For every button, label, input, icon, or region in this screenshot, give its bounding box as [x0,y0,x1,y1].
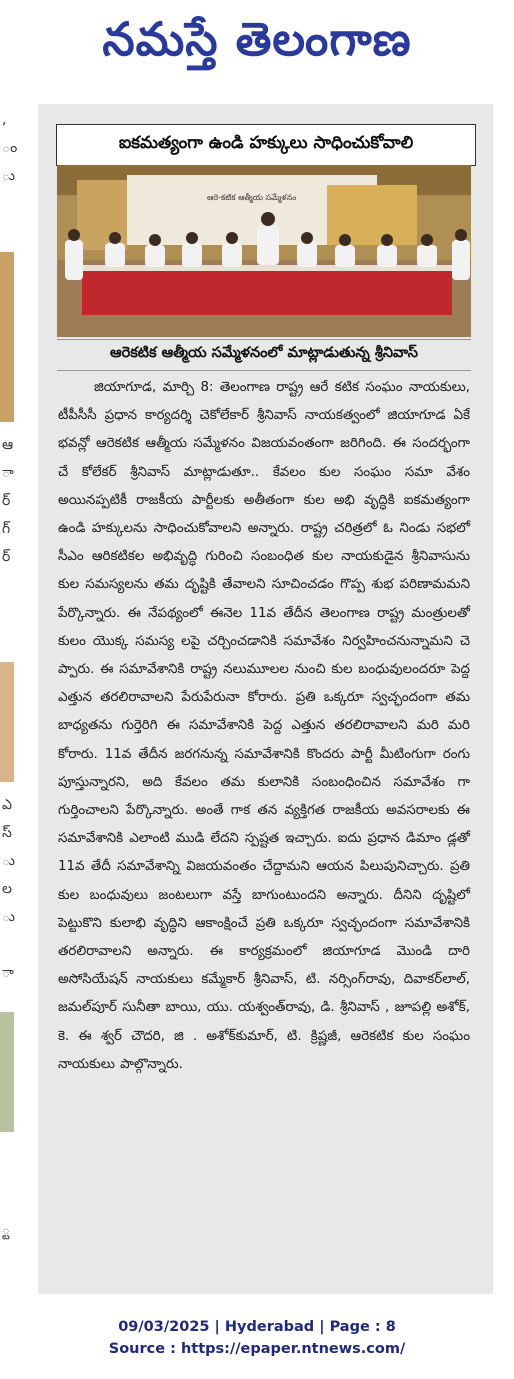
fragment-text: ు [2,168,15,184]
fragment-text: గ్ [2,521,11,537]
fragment-text: ర్ [2,493,11,509]
fragment-text: ల [2,881,12,897]
article-headline: ఐకమత్యంగా ఉండి హక్కులు సాధించుకోవాలి [118,133,414,153]
masthead-title: నమస్తే తెలంగాణ [102,12,412,66]
fragment-text: ా [2,965,14,981]
fragment-text: ఎ [2,797,12,813]
fragment-text: ా [2,465,14,481]
article-paragraph: జియాగూడ, మార్చి 8: తెలంగాణ రాష్ట్ర ఆరే కటిక సంఘం నాయకులు, టీపీసీసీ ప్రధాన కార్యదర్శి చెకోలేకార్ శ్రీనివాస్ నాయకత్వంలో జియాగూడ ఏకే భవన్లో ఆరెకటిక ఆత్మీయ సమ్మేళనం విజయవంతంగా జరిగింది. ఈ సందర్భంగా చే కోలేకర్ శ్రీనివాస్ మాట్లాడుతూ.. కేవలం కుల సంఘం సమా వేశం అయినప్పటికీ రాజకీయ పార్టీలకు అతీతంగా కుల అభి వృద్ధికి ఐకమత్యంగా ఉండి హక్కులను సాధించుకోవాలని అన్నారు. రాష్ట్ర చరిత్రలో ఓ నిండు సభలో సీఎం ఆరికటికల అభివృద్ధి గురించి సంబంధిత కుల నాయకుడైన శ్రీనివాసును కుల సమస్యలను తమ దృష్టికి తేవాలని సూచించడం గొప్ప శుభ పరిణామమని పేర్కొన్నారు. ఈ నేపథ్యంలో ఈనెల 11వ తేదీన తెలంగాణ రాష్ట్ర మంత్రులతో కులం యొక్క సమస్య లపై చర్చించడానికి సమావేశం నిర్వహించనున్నామని చె ప్పారు. ఈ సమావేశానికి రాష్ట్ర నలుమూలల నుంచి కుల బంధువులందరూ పెద్ద ఎత్తున తరలిరావాలని పేరుపేరునా కోరారు. ప్రతి ఒక్కరూ స్వచ్ఛందంగా తమ బాధ్యతను గుర్తెరిగి ఈ సమావేశానికి పెద్ద ఎత్తున తరలిరావాలని మరి మరి కోరారు. 11వ తేదీన జరగనున్న సమావేశానికి కొందరు పార్టీ మీటింగుగా రంగు పూస్తున్నారని, అది కేవలం తమ కులానికి సంబంధించిన సమావేశం గా గుర్తించాలని పేర్కొన్నారు. అంతే గాక తన వ్యక్తిగత రాజకీయ అవసరాలకు ఈ సమావేశానికి ఎలాంటి ముడి లేదని స్పష్టత ఇచ్చారు. ఐదు ప్రధాన డిమాం డ్లతో 11వ తేదీ సమావేశాన్ని విజయవంతం చేద్దామని ఆయన పిలుపునిచ్చారు. ప్రతి కుల బంధువులు జంటలుగా వస్తే బాగుంటుందని అన్నారు. దీనిని దృష్టిలో పెట్టుకొని కులాభి వృద్ధిని ఆకాంక్షించే ప్రతి ఒక్కరూ స్వచ్ఛందంగా సమావేశానికి తరలిరావాలని అన్నారు. ఈ కార్యక్రమంలో జియాగూడ మొండి దారి అసోసియేషన్ నాయకులు కమ్మేకార్ శ్రీనివాస్, టి. నర్సింగ్‌రావు, దివాకర్‌లాల్, జమల్‌పూర్ సునీతా బాయి, యు. యశ్వంత్‌రావు, డి. శ్రీనివాస్ , జూపల్లి అశోక్, కె. ఈ శ్వర్ చౌదరి, జి . అశోక్‌కుమార్, టి. క్రిష్ణజీ, ఆరెకటిక కుల సంఘం నాయకులు పాల్గొన్నారు. [58,380,470,1072]
page-footer [0,1316,514,1360]
adjacent-photo [0,662,14,782]
fragment-text: ం [2,140,18,156]
article-body [58,374,470,1079]
fragment-text: ఆ [2,437,14,453]
newspaper-masthead [0,0,514,90]
meeting-photo-illustration [57,165,471,337]
fragment-text: ్ట [2,1222,11,1238]
footer-source-line: Source : https://epaper.ntnews.com/ [108,1341,406,1357]
adjacent-column-fragment [0,92,34,1292]
article-headline-box [56,124,476,166]
fragment-text: ు [2,853,15,869]
article-photo [57,165,471,337]
photo-caption: ఆరెకటిక ఆత్మీయ సమ్మేళనంలో మాట్లాడుతున్న శ్రీనివాస్ [110,345,418,361]
fragment-text: ర్ [2,549,11,565]
adjacent-photo [0,1012,14,1132]
fragment-text: , [2,112,7,128]
fragment-text: ు [2,909,15,925]
fragment-text: స్ [2,825,12,841]
adjacent-photo [0,252,14,422]
photo-caption-box [57,339,471,371]
footer-edition-line: 09/03/2025 | Hyderabad | Page : 8 [118,1319,396,1335]
photo-banner-text: ఆరె-కటిక ఆత్మీయ సమ్మేళనం [207,193,297,202]
